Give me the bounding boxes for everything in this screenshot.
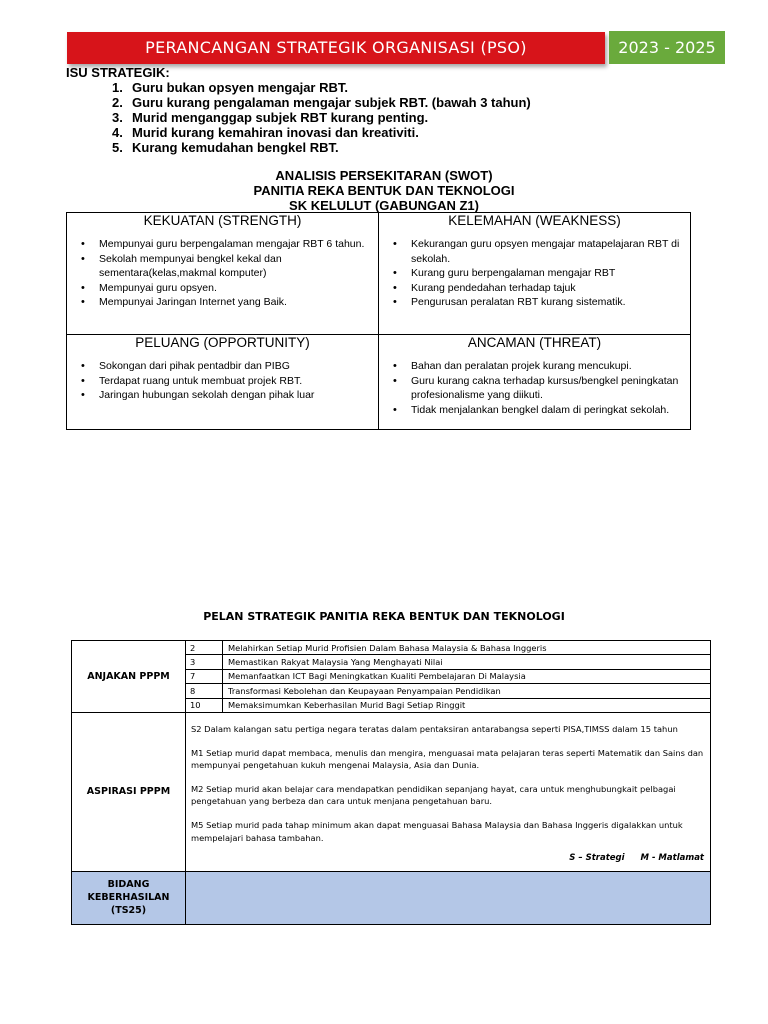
list-item: • Mempunyai guru berpengalaman mengajar RBT 6 tahun.	[97, 237, 370, 252]
aspirasi-legend	[191, 853, 704, 863]
anjakan-text: Memaksimumkan Keberhasilan Murid Bagi Setiap Ringgit	[223, 698, 711, 712]
list-item: 4. Murid kurang kemahiran inovasi dan kreativiti.	[112, 125, 419, 140]
list-item: 1. Guru bukan opsyen mengajar RBT.	[112, 80, 348, 95]
swot-heading	[0, 168, 768, 213]
bidang-keberhasilan-label: BIDANG KEBERHASILAN (TS25)	[72, 871, 186, 924]
anjakan-text: Melahirkan Setiap Murid Profisien Dalam Bahasa Malaysia & Bahasa Inggeris	[223, 641, 711, 655]
swot-table	[66, 212, 691, 430]
swot-threat-title: ANCAMAN (THREAT)	[467, 335, 602, 350]
swot-heading-line: PANITIA REKA BENTUK DAN TEKNOLOGI	[253, 183, 515, 198]
anjakan-number: 10	[186, 698, 223, 712]
list-item: • Kurang pendedahan terhadap tajuk	[409, 281, 682, 296]
pelan-strategik-heading: PELAN STRATEGIK PANITIA REKA BENTUK DAN TEKNOLOGI	[203, 610, 565, 623]
list-item: 5. Kurang kemudahan bengkel RBT.	[112, 140, 339, 155]
anjakan-text: Memanfaatkan ICT Bagi Meningkatkan Kualiti Pembelajaran Di Malaysia	[223, 669, 711, 683]
list-item: • Guru kurang cakna terhadap kursus/bengkel peningkatan profesionalisme yang diikuti.	[409, 374, 682, 403]
anjakan-label: ANJAKAN PPPM	[72, 641, 186, 713]
aspirasi-item: M2 Setiap murid akan belajar cara mendapatkan pendidikan sepanjang hayat, cara untuk menghubungkait pelbagai pengetahuan yang berbeza dan cara untuk menjana pengetahuan baru.	[191, 783, 676, 807]
list-item: • Terdapat ruang untuk membuat projek RBT.	[97, 374, 370, 389]
year-badge: 2023 - 2025	[609, 31, 725, 64]
swot-strength-title: KEKUATAN (STRENGTH)	[143, 213, 302, 228]
pelan-strategik-table	[71, 640, 711, 925]
list-item: • Kurang guru berpengalaman mengajar RBT	[409, 266, 682, 281]
swot-weakness-cell	[379, 213, 691, 335]
anjakan-number: 2	[186, 641, 223, 655]
isu-strategik-list	[112, 80, 531, 155]
list-item: • Sokongan dari pihak pentadbir dan PIBG	[97, 359, 370, 374]
list-item: • Tidak menjalankan bengkel dalam di peringkat sekolah.	[409, 403, 682, 418]
swot-opportunity-cell	[67, 335, 379, 430]
list-item: • Bahan dan peralatan projek kurang mencukupi.	[409, 359, 682, 374]
aspirasi-item: M5 Setiap murid pada tahap minimum akan dapat menguasai Bahasa Malaysia dan Bahasa Inggeris digalakkan untuk mempelajari bahasa tambahan.	[191, 819, 683, 843]
document-title: PERANCANGAN STRATEGIK ORGANISASI (PSO)	[67, 32, 605, 64]
swot-heading-line: ANALISIS PERSEKITARAN (SWOT)	[275, 168, 493, 183]
aspirasi-label: ASPIRASI PPPM	[72, 712, 186, 871]
swot-weakness-title: KELEMAHAN (WEAKNESS)	[448, 213, 621, 228]
swot-heading-line: SK KELULUT (GABUNGAN Z1)	[289, 198, 479, 213]
list-item: 2. Guru kurang pengalaman mengajar subjek RBT. (bawah 3 tahun)	[112, 95, 531, 110]
swot-strength-cell	[67, 213, 379, 335]
list-item: • Kekurangan guru opsyen mengajar matapelajaran RBT di sekolah.	[409, 237, 682, 266]
list-item: • Mempunyai guru opsyen.	[97, 281, 370, 296]
list-item: 3. Murid menganggap subjek RBT kurang penting.	[112, 110, 429, 125]
anjakan-number: 7	[186, 669, 223, 683]
legend-matlamat: M - Matlamat	[640, 853, 704, 864]
isu-strategik-heading: ISU STRATEGIK:	[66, 65, 170, 80]
bidang-keberhasilan-content	[186, 871, 711, 924]
anjakan-text: Transformasi Kebolehan dan Keupayaan Penyampaian Pendidikan	[223, 684, 711, 698]
anjakan-number: 3	[186, 655, 223, 669]
list-item: • Mempunyai Jaringan Internet yang Baik.	[97, 295, 370, 310]
list-item: • Jaringan hubungan sekolah dengan pihak luar	[97, 388, 370, 403]
anjakan-number: 8	[186, 684, 223, 698]
legend-strategi: S – Strategi	[569, 853, 625, 864]
swot-opportunity-title: PELUANG (OPPORTUNITY)	[135, 335, 310, 350]
aspirasi-item: S2 Dalam kalangan satu pertiga negara teratas dalam pentaksiran antarabangsa seperti PISA,TIMSS dalam 15 tahun	[191, 723, 678, 734]
aspirasi-item: M1 Setiap murid dapat membaca, menulis dan mengira, menguasai mata pelajaran teras seperti Matematik dan Sains dan mempunyai pengetahuan kukuh mengenai Malaysia, Asia dan Dunia.	[191, 747, 704, 771]
anjakan-text: Memastikan Rakyat Malaysia Yang Menghayati Nilai	[223, 655, 711, 669]
swot-threat-cell	[379, 335, 691, 430]
list-item: • Pengurusan peralatan RBT kurang sistematik.	[409, 295, 682, 310]
list-item: • Sekolah mempunyai bengkel kekal dan sementara(kelas,makmal komputer)	[97, 252, 370, 281]
aspirasi-content	[186, 712, 711, 871]
